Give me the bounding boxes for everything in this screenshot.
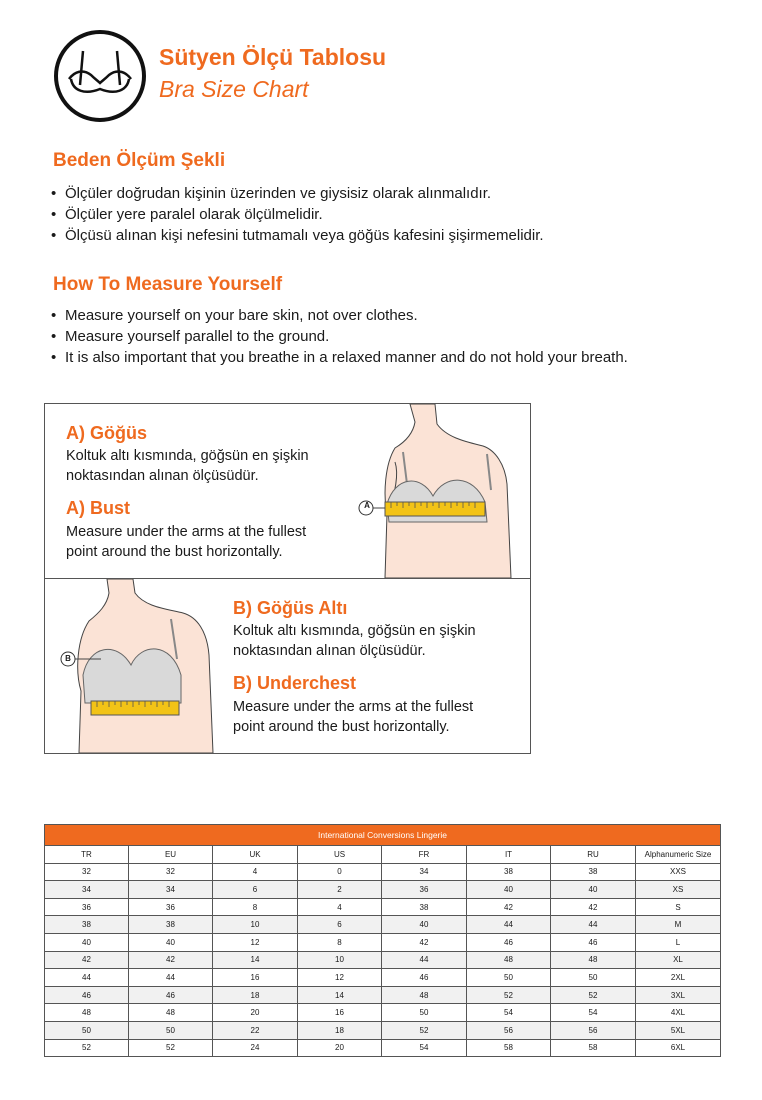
table-cell: 50 (467, 969, 551, 987)
bust-text-en-1: Measure under the arms at the fullest (66, 524, 307, 540)
table-cell: 58 (551, 1039, 636, 1057)
table-cell: 50 (382, 1004, 467, 1022)
table-cell: 54 (551, 1004, 636, 1022)
column-header: IT (467, 846, 551, 864)
table-cell: 36 (382, 881, 467, 899)
table-cell: 24 (213, 1039, 298, 1057)
table-cell: 6 (298, 916, 382, 934)
table-cell: 5XL (636, 1021, 721, 1039)
table-cell: 12 (298, 969, 382, 987)
table-row (45, 898, 721, 916)
underchest-text-en-2: point around the bust horizontally. (233, 719, 450, 735)
column-header: Alphanumeric Size (636, 846, 721, 864)
underchest-text-tr-1: Koltuk altı kısmında, göğsün en şişkin (233, 623, 476, 639)
table-cell: 0 (298, 863, 382, 881)
table-cell: 50 (129, 1021, 213, 1039)
list-item: • Ölçüler doğrudan kişinin üzerinden ve giysisiz olarak alınmalıdır. (51, 183, 544, 204)
page-title: Sütyen Ölçü Tablosu (159, 44, 387, 70)
table-cell: 6 (213, 881, 298, 899)
table-cell: 56 (551, 1021, 636, 1039)
table-cell: 40 (382, 916, 467, 934)
table-cell: 36 (45, 898, 129, 916)
table-cell: 38 (382, 898, 467, 916)
table-row (45, 969, 721, 987)
table-cell: 2XL (636, 969, 721, 987)
table-cell: 48 (551, 951, 636, 969)
list-item: • Ölçüsü alınan kişi nefesini tutmamalı veya göğüs kafesini şişirmemelidir. (51, 225, 544, 246)
table-cell: 40 (551, 881, 636, 899)
table-row (45, 986, 721, 1004)
table-cell: 2 (298, 881, 382, 899)
table-cell: 16 (298, 1004, 382, 1022)
column-header: TR (45, 846, 129, 864)
table-cell: 52 (129, 1039, 213, 1057)
table-cell: 38 (467, 863, 551, 881)
list-item: • Ölçüler yere paralel olarak ölçülmelidir. (51, 204, 544, 225)
table-cell: 20 (213, 1004, 298, 1022)
table-cell: 34 (45, 881, 129, 899)
table-row (45, 1021, 721, 1039)
bust-text-en-2: point around the bust horizontally. (66, 544, 283, 560)
table-cell: 52 (382, 1021, 467, 1039)
bust-text-tr-2: noktasından alınan ölçüsüdür. (66, 468, 259, 484)
table-cell: 42 (129, 951, 213, 969)
table-cell: 14 (213, 951, 298, 969)
list-item: • Measure yourself parallel to the ground. (51, 326, 628, 347)
table-caption: International Conversions Lingerie (45, 825, 721, 846)
table-cell: 44 (467, 916, 551, 934)
table-cell: 46 (467, 933, 551, 951)
bust-heading-tr: A) Göğüs (66, 423, 147, 443)
table-cell: 54 (382, 1039, 467, 1057)
table-row (45, 1004, 721, 1022)
underchest-text-tr-2: noktasından alınan ölçüsüdür. (233, 643, 426, 659)
table-cell: XXS (636, 863, 721, 881)
table-cell: 54 (467, 1004, 551, 1022)
table-cell: 10 (213, 916, 298, 934)
table-cell: 34 (382, 863, 467, 881)
table-cell: 46 (382, 969, 467, 987)
table-cell: 40 (45, 933, 129, 951)
table-row (45, 951, 721, 969)
table-body (45, 863, 721, 1057)
table-cell: 46 (129, 986, 213, 1004)
table-cell: 42 (45, 951, 129, 969)
measure-list-en (51, 305, 628, 368)
table-cell: 22 (213, 1021, 298, 1039)
table-cell: 48 (382, 986, 467, 1004)
bra-icon (53, 29, 147, 123)
table-cell: 6XL (636, 1039, 721, 1057)
table-row (45, 881, 721, 899)
table-cell: 46 (45, 986, 129, 1004)
underchest-text-en-1: Measure under the arms at the fullest (233, 699, 474, 715)
bust-text-tr-1: Koltuk altı kısmında, göğsün en şişkin (66, 448, 309, 464)
column-header: EU (129, 846, 213, 864)
column-header: UK (213, 846, 298, 864)
table-cell: 32 (45, 863, 129, 881)
table-cell: 42 (551, 898, 636, 916)
table-cell: 36 (129, 898, 213, 916)
underchest-heading-tr: B) Göğüs Altı (233, 598, 348, 618)
table-cell: 40 (467, 881, 551, 899)
table-row (45, 916, 721, 934)
table-cell: 42 (467, 898, 551, 916)
underchest-marker: B (65, 654, 71, 663)
table-cell: 12 (213, 933, 298, 951)
table-cell: 8 (298, 933, 382, 951)
measure-heading-en: How To Measure Yourself (53, 274, 283, 295)
table-cell: 50 (551, 969, 636, 987)
table-cell: 10 (298, 951, 382, 969)
table-row (45, 863, 721, 881)
table-cell: 4 (298, 898, 382, 916)
table-cell: 40 (129, 933, 213, 951)
column-header: RU (551, 846, 636, 864)
table-row (45, 1039, 721, 1057)
table-cell: 48 (467, 951, 551, 969)
table-cell: 58 (467, 1039, 551, 1057)
table-cell: 44 (129, 969, 213, 987)
measure-heading-tr: Beden Ölçüm Şekli (53, 150, 226, 171)
list-item: • Measure yourself on your bare skin, not over clothes. (51, 305, 628, 326)
underchest-illustration (45, 579, 225, 753)
table-cell: 44 (45, 969, 129, 987)
bust-marker: A (364, 501, 370, 510)
table-cell: 16 (213, 969, 298, 987)
table-cell: 52 (551, 986, 636, 1004)
table-cell: 38 (129, 916, 213, 934)
table-row (45, 933, 721, 951)
table-cell: S (636, 898, 721, 916)
table-cell: 52 (467, 986, 551, 1004)
table-cell: 4 (213, 863, 298, 881)
table-cell: 52 (45, 1039, 129, 1057)
table-cell: 4XL (636, 1004, 721, 1022)
table-cell: 14 (298, 986, 382, 1004)
page-subtitle: Bra Size Chart (159, 76, 309, 102)
table-cell: XL (636, 951, 721, 969)
table-cell: 3XL (636, 986, 721, 1004)
table-cell: 34 (129, 881, 213, 899)
size-conversion-table (44, 824, 721, 1057)
table-cell: 18 (298, 1021, 382, 1039)
table-header-row (45, 846, 721, 864)
table-cell: 38 (551, 863, 636, 881)
table-cell: 48 (129, 1004, 213, 1022)
column-header: US (298, 846, 382, 864)
table-cell: 44 (551, 916, 636, 934)
table-cell: 46 (551, 933, 636, 951)
underchest-heading-en: B) Underchest (233, 673, 357, 693)
table-cell: M (636, 916, 721, 934)
table-cell: 42 (382, 933, 467, 951)
table-cell: 8 (213, 898, 298, 916)
table-cell: L (636, 933, 721, 951)
table-cell: 56 (467, 1021, 551, 1039)
bust-heading-en: A) Bust (66, 498, 130, 518)
table-cell: 18 (213, 986, 298, 1004)
measure-list-tr (51, 183, 544, 246)
table-cell: 32 (129, 863, 213, 881)
table-cell: 50 (45, 1021, 129, 1039)
bust-illustration (355, 404, 530, 578)
table-cell: XS (636, 881, 721, 899)
list-item: • It is also important that you breathe in a relaxed manner and do not hold your breath. (51, 347, 628, 368)
table-cell: 20 (298, 1039, 382, 1057)
table-cell: 44 (382, 951, 467, 969)
table-cell: 48 (45, 1004, 129, 1022)
table-cell: 38 (45, 916, 129, 934)
column-header: FR (382, 846, 467, 864)
